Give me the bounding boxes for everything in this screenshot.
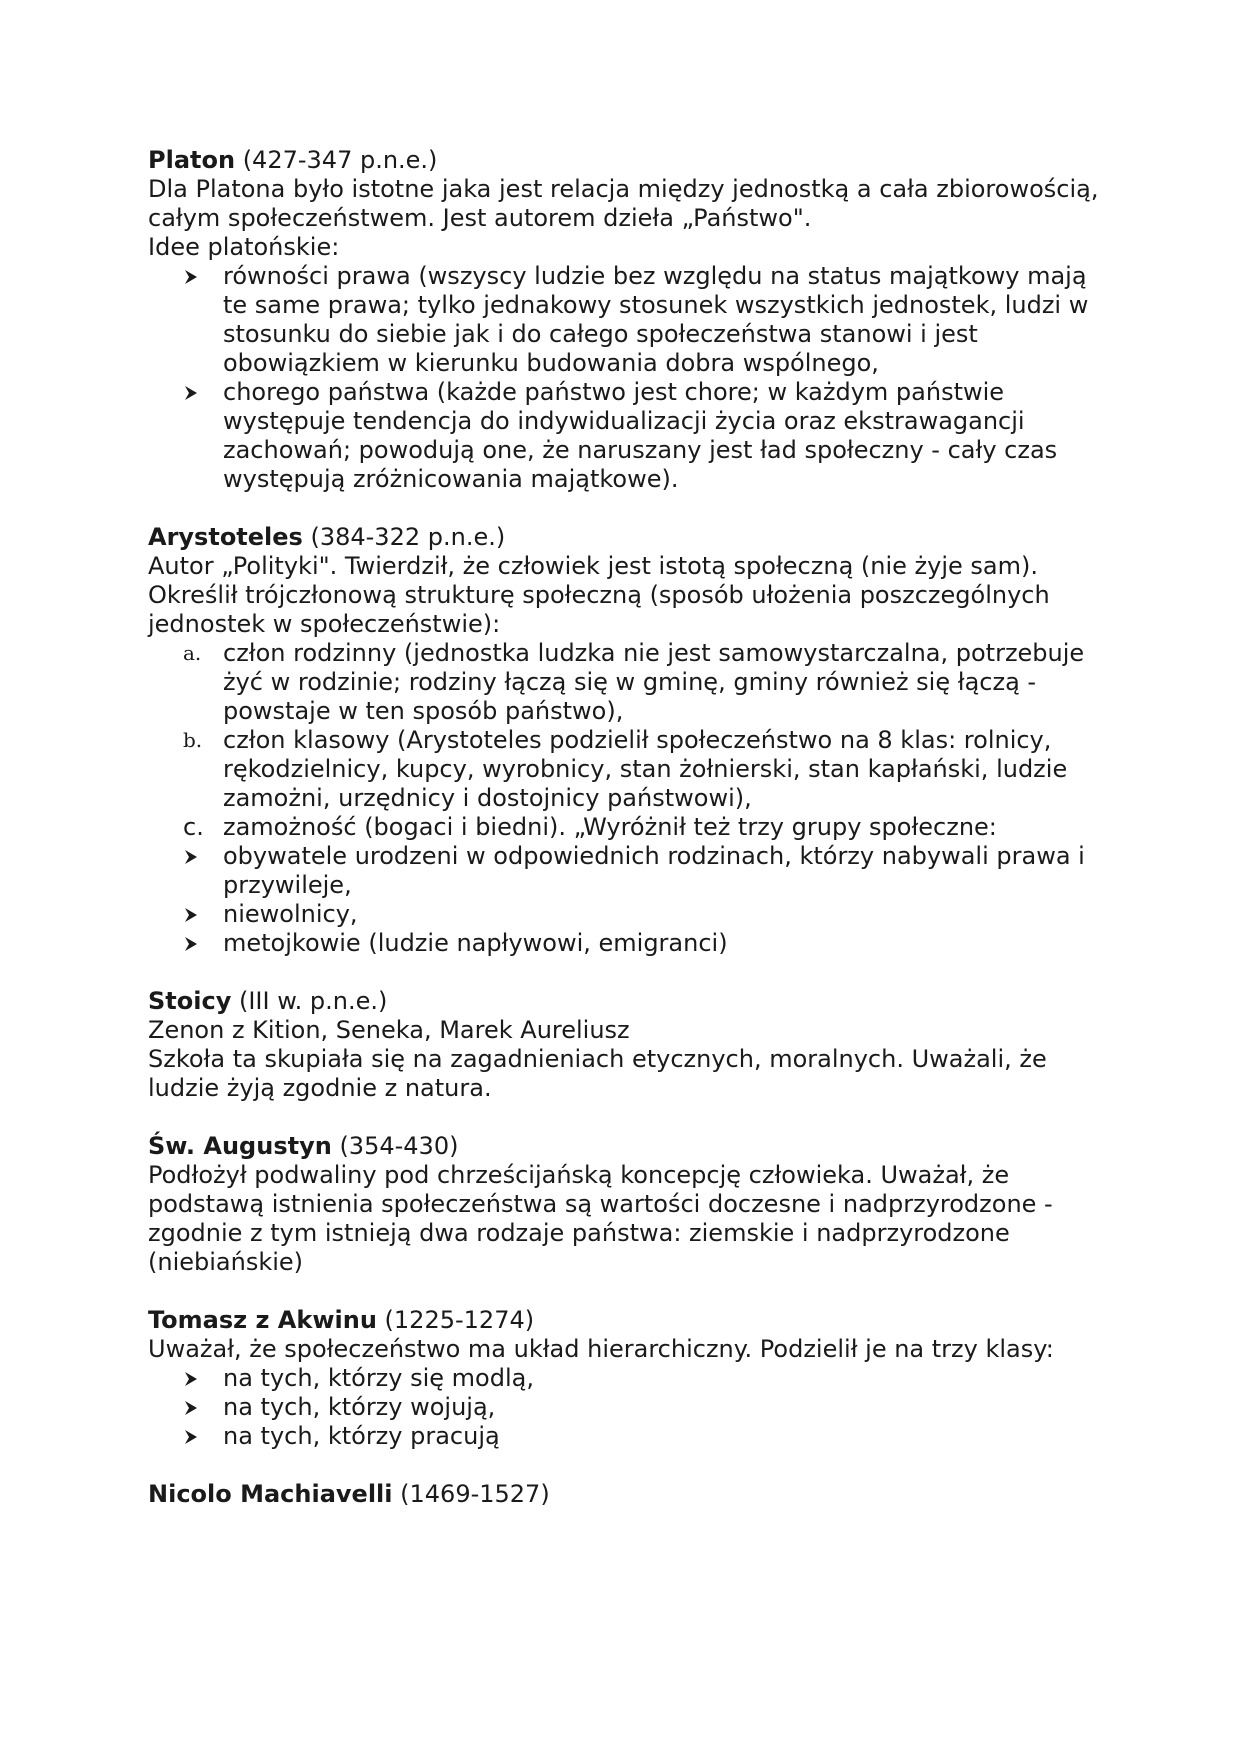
arrow-bullet-icon	[183, 378, 201, 407]
list-item-text: zamożność (bogaci i biedni). „Wyróżnił też trzy grupy społeczne:	[223, 813, 997, 841]
bullet-list	[148, 842, 1108, 958]
list-marker: b.	[183, 728, 203, 752]
arrow-bullet-icon	[183, 900, 201, 929]
section-machiavelli	[148, 1480, 1108, 1509]
heading-dates: (1225-1274)	[376, 1306, 535, 1334]
list-item	[223, 900, 1108, 929]
heading-name: Platon	[148, 146, 236, 174]
arrow-bullet-icon	[183, 842, 201, 871]
bullet-list	[148, 1364, 1108, 1451]
list-item	[223, 1364, 1108, 1393]
section-heading	[148, 1132, 1108, 1161]
list-item-text: niewolnicy,	[223, 900, 358, 928]
list-item	[223, 378, 1108, 494]
list-item-text: na tych, którzy pracują	[223, 1422, 500, 1450]
list-item	[223, 842, 1108, 900]
arrow-bullet-icon	[183, 262, 201, 291]
section-tomasz	[148, 1306, 1108, 1451]
list-item-text: równości prawa (wszyscy ludzie bez względu na status majątkowy mają te same prawa; tylko jednakowy stosunek wszystkich jednostek, ludzi w stosunku do siebie jak i do całego społeczeństwa stanowi i jest obowiązkiem w kierunku budowania dobra wspólnego,	[223, 262, 1089, 377]
heading-dates: (354-430)	[331, 1132, 459, 1160]
section-stoicy	[148, 987, 1108, 1103]
list-item	[223, 929, 1108, 958]
heading-name: Stoicy	[148, 987, 232, 1015]
list-item	[183, 813, 1108, 842]
paragraph: Podłożył podwaliny pod chrześcijańską koncepcję człowieka. Uważał, że podstawą istnienia społeczeństwa są wartości doczesne i nadprzyrodzone - zgodnie z tym istnieją dwa rodzaje państwa: ziemskie i nadprzyrodzone (niebiańskie)	[148, 1161, 1053, 1276]
arrow-bullet-icon	[183, 1422, 201, 1451]
bullet-list	[148, 262, 1108, 494]
paragraph: Dla Platona było istotne jaka jest relacja między jednostką a cała zbiorowością, całym społeczeństwem. Jest autorem dzieła „Państwo".	[148, 175, 1099, 232]
arrow-bullet-icon	[183, 929, 201, 958]
list-item-text: metojkowie (ludzie napływowi, emigranci)	[223, 929, 728, 957]
paragraph: Szkoła ta skupiała się na zagadnieniach etycznych, moralnych. Uważali, że ludzie żyją zgodnie z natura.	[148, 1045, 1047, 1102]
heading-dates: (III w. p.n.e.)	[231, 987, 388, 1015]
list-item-text: człon klasowy (Arystoteles podzielił społeczeństwo na 8 klas: rolnicy, rękodzielnicy, kupcy, wyrobnicy, stan żołnierski, stan kapłański, ludzie zamożni, urzędnicy i dostojnicy państwowi),	[223, 726, 1068, 812]
arrow-bullet-icon	[183, 1393, 201, 1422]
list-item-text: chorego państwa (każde państwo jest chore; w każdym państwie występuje tendencja do indywidualizacji życia oraz ekstrawagancji zachowań; powodują one, że naruszany jest ład społeczny - cały czas występują zróżnicowania majątkowe).	[223, 378, 1058, 493]
section-heading	[148, 1480, 1108, 1509]
section-heading	[148, 146, 1108, 175]
paragraph: Idee platońskie:	[148, 233, 340, 261]
list-item-text: obywatele urodzeni w odpowiednich rodzinach, którzy nabywali prawa i przywileje,	[223, 842, 1085, 899]
arrow-bullet-icon	[183, 1364, 201, 1393]
list-item	[223, 262, 1108, 378]
section-heading	[148, 987, 1108, 1016]
heading-name: Nicolo Machiavelli	[148, 1480, 393, 1508]
list-marker: a.	[183, 641, 202, 665]
section-platon	[148, 146, 1108, 494]
list-item-text: na tych, którzy się modlą,	[223, 1364, 534, 1392]
list-item	[183, 726, 1108, 813]
heading-dates: (427-347 p.n.e.)	[235, 146, 438, 174]
heading-dates: (384-322 p.n.e.)	[302, 523, 506, 551]
section-augustyn	[148, 1132, 1108, 1277]
list-item	[183, 639, 1108, 726]
heading-name: Św. Augustyn	[148, 1132, 332, 1160]
section-heading	[148, 1306, 1108, 1335]
list-item	[223, 1393, 1108, 1422]
section-arystoteles	[148, 523, 1108, 958]
list-marker: c.	[183, 813, 204, 841]
heading-name: Tomasz z Akwinu	[148, 1306, 377, 1334]
list-item-text: na tych, którzy wojują,	[223, 1393, 496, 1421]
heading-name: Arystoteles	[148, 523, 303, 551]
section-heading	[148, 523, 1108, 552]
heading-dates: (1469-1527)	[392, 1480, 550, 1508]
paragraph: Autor „Polityki". Twierdził, że człowiek jest istotą społeczną (nie żyje sam). Określił trójczłonową strukturę społeczną (sposób ułożenia poszczególnych jednostek w społeczeństwie):	[148, 552, 1050, 638]
paragraph: Uważał, że społeczeństwo ma układ hierarchiczny. Podzielił je na trzy klasy:	[148, 1335, 1054, 1363]
list-item-text: człon rodzinny (jednostka ludzka nie jest samowystarczalna, potrzebuje żyć w rodzinie; rodziny łączą się w gminę, gminy również się łączą - powstaje w ten sposób państwo),	[223, 639, 1085, 725]
document-page	[148, 146, 1108, 1538]
list-item	[223, 1422, 1108, 1451]
lettered-list	[148, 639, 1108, 842]
paragraph: Zenon z Kition, Seneka, Marek Aureliusz	[148, 1016, 630, 1044]
